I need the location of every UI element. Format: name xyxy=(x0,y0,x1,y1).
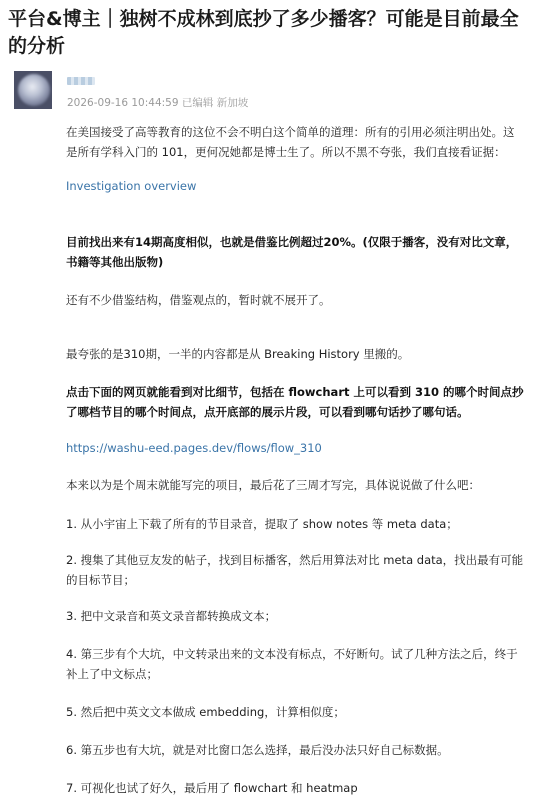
step-7: 7. 可视化也试了好久，最后用了 flowchart 和 heatmap xyxy=(66,781,358,795)
structure-paragraph: 还有不少借鉴结构，借鉴观点的，暂时就不展开了。 xyxy=(66,293,331,307)
flow-link-line xyxy=(66,438,525,458)
project-intro-paragraph: 本来以为是个周末就能写完的项目，最后花了三周才写完，具体说说做了什么吧： xyxy=(66,478,480,492)
step-4: 4. 第三步有个大坑，中文转录出来的文本没有标点，不好断句。试了几种方法之后，终于补上了中文标点； xyxy=(66,647,518,681)
episode-310-paragraph: 最夸张的是310期，一半的内容都是从 Breaking History 里搬的。 xyxy=(66,347,410,361)
step-3: 3. 把中文录音和英文录音都转换成文本； xyxy=(66,609,277,623)
avatar[interactable] xyxy=(14,71,52,109)
finding-paragraph: 目前找出来有14期高度相似，也就是借鉴比例超过20%。(仅限于播客，没有对比文章，书籍等其他出版物) xyxy=(66,235,518,269)
post-title: 平台&博主｜独树不成林到底抄了多少播客？可能是目前最全的分析 xyxy=(8,8,519,57)
step-1: 1. 从小宇宙上下载了所有的节目录音，提取了 show notes 等 meta data； xyxy=(66,517,458,531)
investigation-overview-link[interactable]: Investigation overview xyxy=(66,179,197,193)
instruction-paragraph: 点击下面的网页就能看到对比细节，包括在 flowchart 上可以看到 310 的哪个时间点抄了哪档节目的哪个时间点，点开底部的展示片段，可以看到哪句话抄了哪句话。 xyxy=(66,385,524,419)
flow-310-link[interactable]: https://washu-eed.pages.dev/flows/flow_310 xyxy=(66,441,322,455)
intro-paragraph: 在美国接受了高等教育的这位不会不明白这个简单的道理：所有的引用必须注明出处。这是所有学科入门的 101，更何况她都是博士生了。所以不黑不夸张，我们直接看证据： xyxy=(66,125,515,159)
post-meta: 2026-09-16 10:44:59 已编辑 新加坡 xyxy=(67,97,249,109)
author-info xyxy=(14,71,529,111)
step-5: 5. 然后把中英文文本做成 embedding，计算相似度； xyxy=(66,705,345,719)
avatar-image xyxy=(18,74,50,106)
step-2: 2. 搜集了其他豆友发的帖子，找到目标播客，然后用算法对比 meta data，找出最有可能的目标节目； xyxy=(66,553,524,587)
overview-link-line xyxy=(66,176,525,196)
step-6: 6. 第五步也有大坑，就是对比窗口怎么选择，最后没办法只好自己标数据。 xyxy=(66,743,449,757)
author-name-blurred[interactable] xyxy=(67,77,95,85)
